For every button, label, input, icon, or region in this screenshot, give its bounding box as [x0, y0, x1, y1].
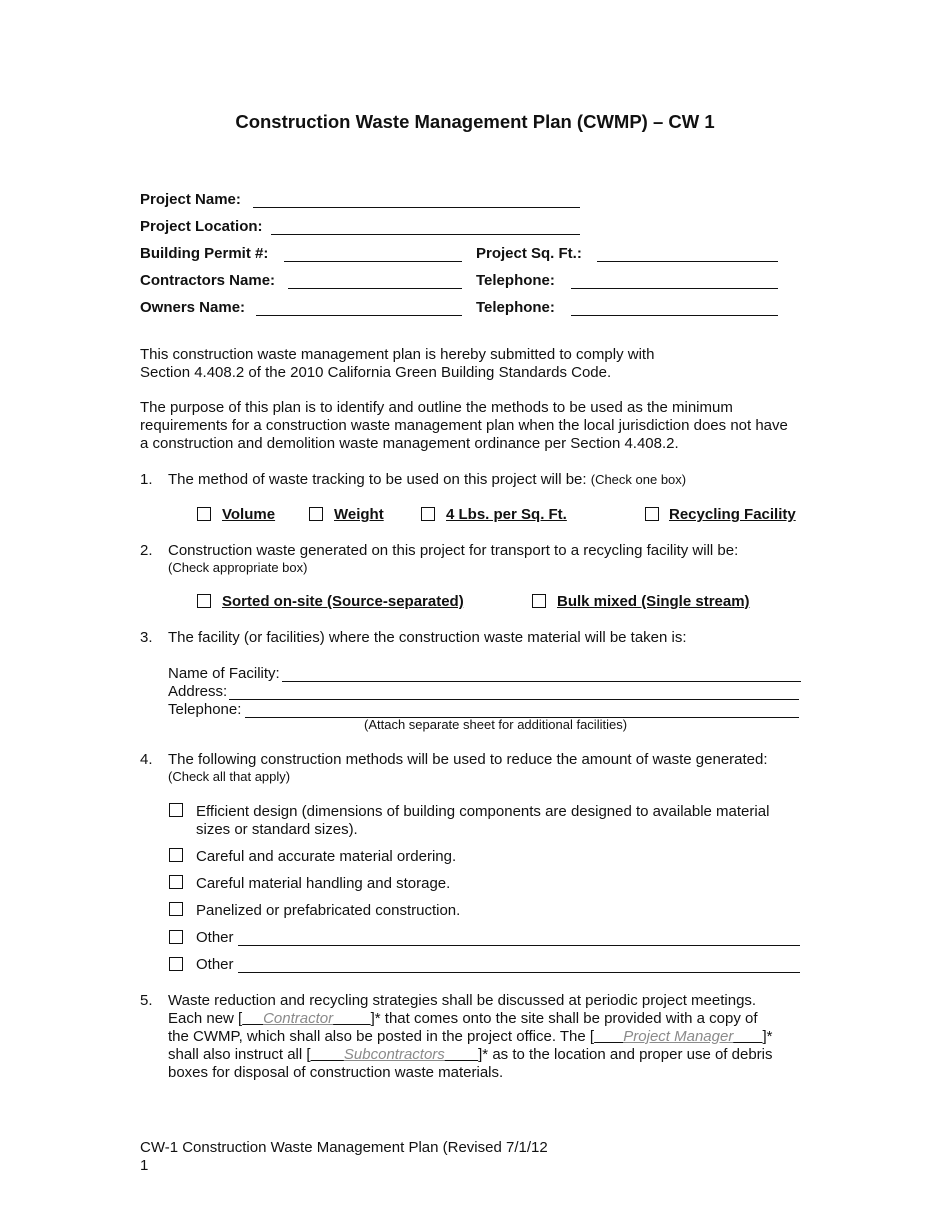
section5-line2-start: Each new [ — [168, 1010, 243, 1027]
volume-checkbox[interactable] — [197, 507, 211, 521]
section5-number: 5. — [140, 992, 153, 1009]
section2-note: (Check appropriate box) — [168, 560, 308, 575]
document-title: Construction Waste Management Plan (CWMP) – CW 1 — [235, 111, 715, 132]
bulk-mixed-checkbox[interactable] — [532, 594, 546, 608]
section5-line4-start: shall also instruct all [ — [168, 1046, 311, 1063]
subcontractors-placeholder: Subcontractors — [343, 1046, 445, 1063]
section2-number: 2. — [140, 542, 153, 559]
intro-paragraph-2 — [140, 399, 788, 453]
other-1-label: Other — [196, 929, 234, 946]
project-sqft-label: Project Sq. Ft.: — [476, 245, 582, 262]
other-1-field[interactable] — [238, 945, 800, 946]
section5-line3 — [168, 1028, 773, 1046]
contractors-name-label: Contractors Name: — [140, 272, 276, 289]
section5-paragraph — [168, 992, 773, 1082]
owners-name-field[interactable] — [256, 315, 462, 316]
facility-telephone-label: Telephone: — [168, 701, 242, 718]
sorted-onsite-option-label: Sorted on-site (Source-separated) — [222, 593, 464, 610]
section1-note: (Check one box) — [590, 472, 687, 487]
lbs-per-sqft-option-label: 4 Lbs. per Sq. Ft. — [446, 506, 567, 523]
material-ordering-checkbox[interactable] — [169, 848, 183, 862]
intro-p1-line1: This construction waste management plan is hereby submitted to comply with — [140, 346, 655, 363]
other-2-field[interactable] — [238, 972, 800, 973]
panelized-construction-label: Panelized or prefabricated construction. — [196, 902, 461, 919]
building-permit-label: Building Permit #: — [140, 245, 269, 262]
section5-line4-end: ]* as to the location and proper use of debris — [478, 1046, 773, 1063]
project-manager-placeholder: Project Manager — [623, 1028, 734, 1045]
section4-text: The following construction methods will be used to reduce the amount of waste generated: — [168, 751, 768, 768]
section5-line2-end: ]* that comes onto the site shall be provided with a copy of — [370, 1010, 758, 1027]
section5-line4 — [168, 1046, 773, 1064]
owner-telephone-field[interactable] — [571, 315, 778, 316]
recycling-facility-checkbox[interactable] — [645, 507, 659, 521]
facility-name-label: Name of Facility: — [168, 665, 280, 682]
section5-line1: Waste reduction and recycling strategies shall be discussed at periodic project meetings. — [168, 992, 757, 1009]
subcontractors-blank[interactable] — [311, 1046, 479, 1063]
efficient-design-checkbox[interactable] — [169, 803, 183, 817]
contractor-telephone-label: Telephone: — [476, 272, 555, 289]
intro-p2-line2: requirements for a construction waste management plan when the local jurisdiction does not have — [140, 417, 788, 434]
section1-number: 1. — [140, 471, 153, 488]
section1-text — [168, 471, 686, 488]
efficient-design-line1: Efficient design (dimensions of building components are designed to available material — [196, 803, 770, 820]
sorted-onsite-checkbox[interactable] — [197, 594, 211, 608]
section3-number: 3. — [140, 629, 153, 646]
material-ordering-label: Careful and accurate material ordering. — [196, 848, 457, 865]
owners-name-label: Owners Name: — [140, 299, 246, 316]
contractor-blank[interactable] — [242, 1010, 370, 1027]
footer-page-number: 1 — [140, 1157, 149, 1174]
material-handling-checkbox[interactable] — [169, 875, 183, 889]
weight-option-label: Weight — [334, 506, 384, 523]
section5-line5: boxes for disposal of construction waste materials. — [168, 1064, 504, 1081]
section5-line2 — [168, 1010, 773, 1028]
other-1-checkbox[interactable] — [169, 930, 183, 944]
project-name-label: Project Name: — [140, 191, 241, 208]
material-handling-label: Careful material handling and storage. — [196, 875, 451, 892]
weight-checkbox[interactable] — [309, 507, 323, 521]
facility-address-field[interactable] — [229, 699, 799, 700]
facility-attach-note: (Attach separate sheet for additional facilities) — [364, 717, 628, 732]
owner-telephone-label: Telephone: — [476, 299, 555, 316]
efficient-design-label — [196, 803, 769, 839]
contractor-telephone-field[interactable] — [571, 288, 778, 289]
lbs-per-sqft-checkbox[interactable] — [421, 507, 435, 521]
facility-address-label: Address: — [168, 683, 228, 700]
building-permit-field[interactable] — [284, 261, 462, 262]
recycling-facility-option-label: Recycling Facility — [669, 506, 796, 523]
project-location-label: Project Location: — [140, 218, 263, 235]
footer-document-label: CW-1 Construction Waste Management Plan (Revised 7/1/12 — [140, 1139, 548, 1156]
intro-p2-line3: a construction and demolition waste management ordinance per Section 4.408.2. — [140, 435, 679, 452]
intro-p1-line2: Section 4.408.2 of the 2010 California Green Building Standards Code. — [140, 364, 612, 381]
project-name-field[interactable] — [253, 207, 580, 208]
other-2-checkbox[interactable] — [169, 957, 183, 971]
section3-text: The facility (or facilities) where the construction waste material will be taken is: — [168, 629, 687, 646]
project-sqft-field[interactable] — [597, 261, 778, 262]
intro-p2-line1: The purpose of this plan is to identify and outline the methods to be used as the minimum — [140, 399, 733, 416]
section4-note: (Check all that apply) — [168, 769, 291, 784]
intro-paragraph-1 — [140, 346, 654, 382]
facility-name-field[interactable] — [282, 681, 801, 682]
project-manager-blank[interactable] — [594, 1028, 762, 1045]
panelized-construction-checkbox[interactable] — [169, 902, 183, 916]
volume-option-label: Volume — [222, 506, 276, 523]
efficient-design-line2: sizes or standard sizes). — [196, 821, 358, 838]
contractors-name-field[interactable] — [288, 288, 462, 289]
bulk-mixed-option-label: Bulk mixed (Single stream) — [557, 593, 750, 610]
section1-question: The method of waste tracking to be used on this project will be: — [168, 471, 587, 488]
contractor-placeholder: Contractor — [263, 1010, 334, 1027]
other-2-label: Other — [196, 956, 234, 973]
section5-line3-start: the CWMP, which shall also be posted in the project office. The [ — [168, 1028, 595, 1045]
section4-number: 4. — [140, 751, 153, 768]
project-location-field[interactable] — [271, 234, 580, 235]
section5-line3-end: ]* — [762, 1028, 773, 1045]
section2-text: Construction waste generated on this project for transport to a recycling facility will be: — [168, 542, 739, 559]
